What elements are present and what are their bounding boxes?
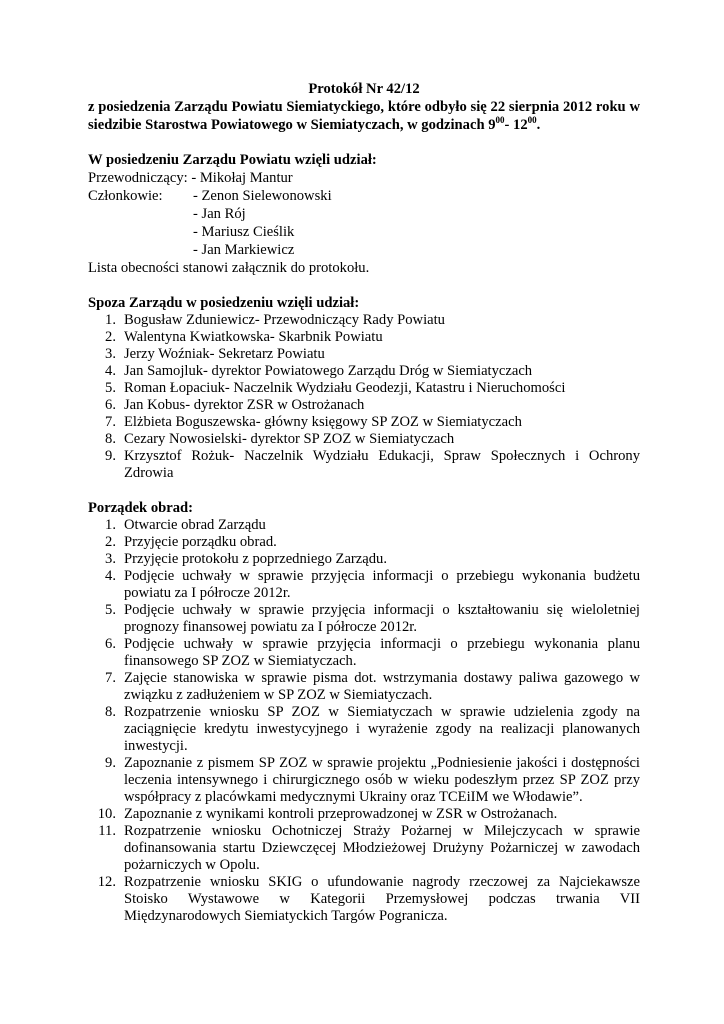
agenda-item-text: Podjęcie uchwały w sprawie przyjęcia informacji o kształtowaniu się wieloletniej prognozy finansowej powiatu za I półrocze 2012r. (124, 602, 640, 635)
guest-item-number: 3. (105, 346, 116, 362)
guest-item-text: Elżbieta Boguszewska- główny księgowy SP ZOZ w Siemiatyczach (124, 414, 522, 430)
guest-item-number: 5. (105, 380, 116, 396)
guest-item (88, 431, 640, 448)
guest-item-text: Walentyna Kwiatkowska- Skarbnik Powiatu (124, 329, 383, 345)
agenda-item-text: Otwarcie obrad Zarządu (124, 517, 266, 533)
subtitle-end: . (536, 117, 541, 133)
guest-item (88, 363, 640, 380)
agenda-item (88, 806, 640, 823)
subtitle-time-start-minutes: 00 (495, 115, 505, 126)
guest-item-text: Krzysztof Rożuk- Naczelnik Wydziału Edukacji, Spraw Społecznych i Ochrony Zdrowia (124, 448, 640, 481)
document-page (88, 80, 640, 925)
agenda-item-text: Przyjęcie porządku obrad. (124, 534, 277, 550)
board-heading: W posiedzeniu Zarządu Powiatu wzięli udział: (88, 152, 377, 168)
agenda-item (88, 670, 640, 704)
agenda-item (88, 568, 640, 602)
guests-heading: Spoza Zarządu w posiedzeniu wzięli udział: (88, 295, 360, 311)
agenda-item-text: Zajęcie stanowiska w sprawie pisma dot. wstrzymania dostawy paliwa gazowego w związku z zadłużeniem w SP ZOZ w Siemiatyczach. (124, 670, 640, 703)
agenda-item-text: Zapoznanie z pismem SP ZOZ w sprawie projektu „Podniesienie jakości i dostępności leczenia intensywnego i chirurgicznego osób w wieku podeszłym przez SP ZOZ przy współpracy z placówkami medycznymi Ukrainy oraz TCEiIM we Włodawie”. (124, 755, 640, 805)
agenda-item (88, 755, 640, 806)
protocol-subtitle (88, 98, 640, 134)
board-member: - Jan Markiewicz (193, 242, 295, 258)
agenda-item (88, 823, 640, 874)
subtitle-main-text: z posiedzenia Zarządu Powiatu Siemiatyckiego, które odbyło się 22 sierpnia 2012 roku w siedzibie Starostwa Powiatowego w Siemiatyczach, w godzinach 9 (88, 99, 640, 133)
attendance-note: Lista obecności stanowi załącznik do protokołu. (88, 260, 370, 276)
guest-item-text: Jan Kobus- dyrektor ZSR w Ostrożanach (124, 397, 365, 413)
guest-item-text: Jan Samojluk- dyrektor Powiatowego Zarządu Dróg w Siemiatyczach (124, 363, 533, 379)
guest-item-number: 7. (105, 414, 116, 430)
agenda-item (88, 636, 640, 670)
guest-item-text: Roman Łopaciuk- Naczelnik Wydziału Geodezji, Katastru i Nieruchomości (124, 380, 566, 396)
agenda-heading: Porządek obrad: (88, 500, 193, 516)
agenda-item-number: 1. (105, 517, 116, 533)
guest-item (88, 312, 640, 329)
agenda-item-text: Rozpatrzenie wniosku Ochotniczej Straży Pożarnej w Milejczycach w sprawie dofinansowania startu Dziewczęcej Młodzieżowej Drużyny Pożarniczej w zawodach pożarniczych w Opolu. (124, 823, 640, 873)
agenda-item (88, 517, 640, 534)
guest-item-number: 2. (105, 329, 116, 345)
subtitle-time-end-minutes: 00 (527, 115, 537, 126)
agenda-item-number: 9. (105, 755, 116, 771)
agenda-item-text: Podjęcie uchwały w sprawie przyjęcia informacji o przebiegu wykonania planu finansowego SP ZOZ w Siemiatyczach. (124, 636, 640, 669)
agenda-item-number: 7. (105, 670, 116, 686)
agenda-item-number: 2. (105, 534, 116, 550)
guest-item (88, 414, 640, 431)
agenda-list (88, 517, 640, 925)
guest-item (88, 397, 640, 414)
agenda-item-text: Rozpatrzenie wniosku SKIG o ufundowanie nagrody rzeczowej za Najciekawsze Stoisko Wystawowe w Kategorii Przemysłowej podczas trwania VII Międzynarodowych Siemiatyckich Targów Pogranicza. (124, 874, 640, 924)
guest-item (88, 380, 640, 397)
agenda-item-number: 10. (97, 806, 116, 822)
board-members-label: Członkowie: (88, 188, 163, 204)
agenda-item-text: Rozpatrzenie wniosku SP ZOZ w Siemiatyczach w sprawie udzielenia zgody na zaciągnięcie kredytu inwestycyjnego i wyrażenie zgody na realizacji planowanych inwestycji. (124, 704, 640, 754)
agenda-item (88, 874, 640, 925)
agenda-item-number: 12. (97, 874, 116, 890)
guest-item (88, 448, 640, 482)
guest-item-text: Jerzy Woźniak- Sekretarz Powiatu (124, 346, 325, 362)
guest-item-number: 8. (105, 431, 116, 447)
agenda-item-text: Podjęcie uchwały w sprawie przyjęcia informacji o przebiegu wykonania budżetu powiatu za I półrocze 2012r. (124, 568, 640, 601)
guest-item (88, 329, 640, 346)
board-members-list (193, 187, 640, 259)
agenda-item-number: 3. (105, 551, 116, 567)
guest-item (88, 346, 640, 363)
agenda-item (88, 602, 640, 636)
agenda-item-number: 5. (105, 602, 116, 618)
subtitle-time-separator: - 12 (504, 117, 528, 133)
guests-list (88, 312, 640, 482)
agenda-item-number: 8. (105, 704, 116, 720)
agenda-item-text: Przyjęcie protokołu z poprzedniego Zarządu. (124, 551, 387, 567)
guest-item-number: 1. (105, 312, 116, 328)
agenda-item (88, 704, 640, 755)
guest-item-number: 4. (105, 363, 116, 379)
guest-item-text: Bogusław Zduniewicz- Przewodniczący Rady Powiatu (124, 312, 445, 328)
board-member: - Zenon Sielewonowski (193, 188, 332, 204)
agenda-item-number: 4. (105, 568, 116, 584)
agenda-item-text: Zapoznanie z wynikami kontroli przeprowadzonej w ZSR w Ostrożanach. (124, 806, 558, 822)
agenda-item-number: 6. (105, 636, 116, 652)
agenda-item-number: 11. (98, 823, 116, 839)
board-member: - Jan Rój (193, 206, 246, 222)
guest-item-number: 9. (105, 448, 116, 464)
guest-item-text: Cezary Nowosielski- dyrektor SP ZOZ w Siemiatyczach (124, 431, 455, 447)
agenda-item (88, 551, 640, 568)
guest-item-number: 6. (105, 397, 116, 413)
board-members (88, 187, 640, 259)
board-chairman: Przewodniczący: - Mikołaj Mantur (88, 170, 293, 186)
board-member: - Mariusz Cieślik (193, 224, 295, 240)
protocol-title: Protokół Nr 42/12 (308, 81, 420, 97)
agenda-item (88, 534, 640, 551)
